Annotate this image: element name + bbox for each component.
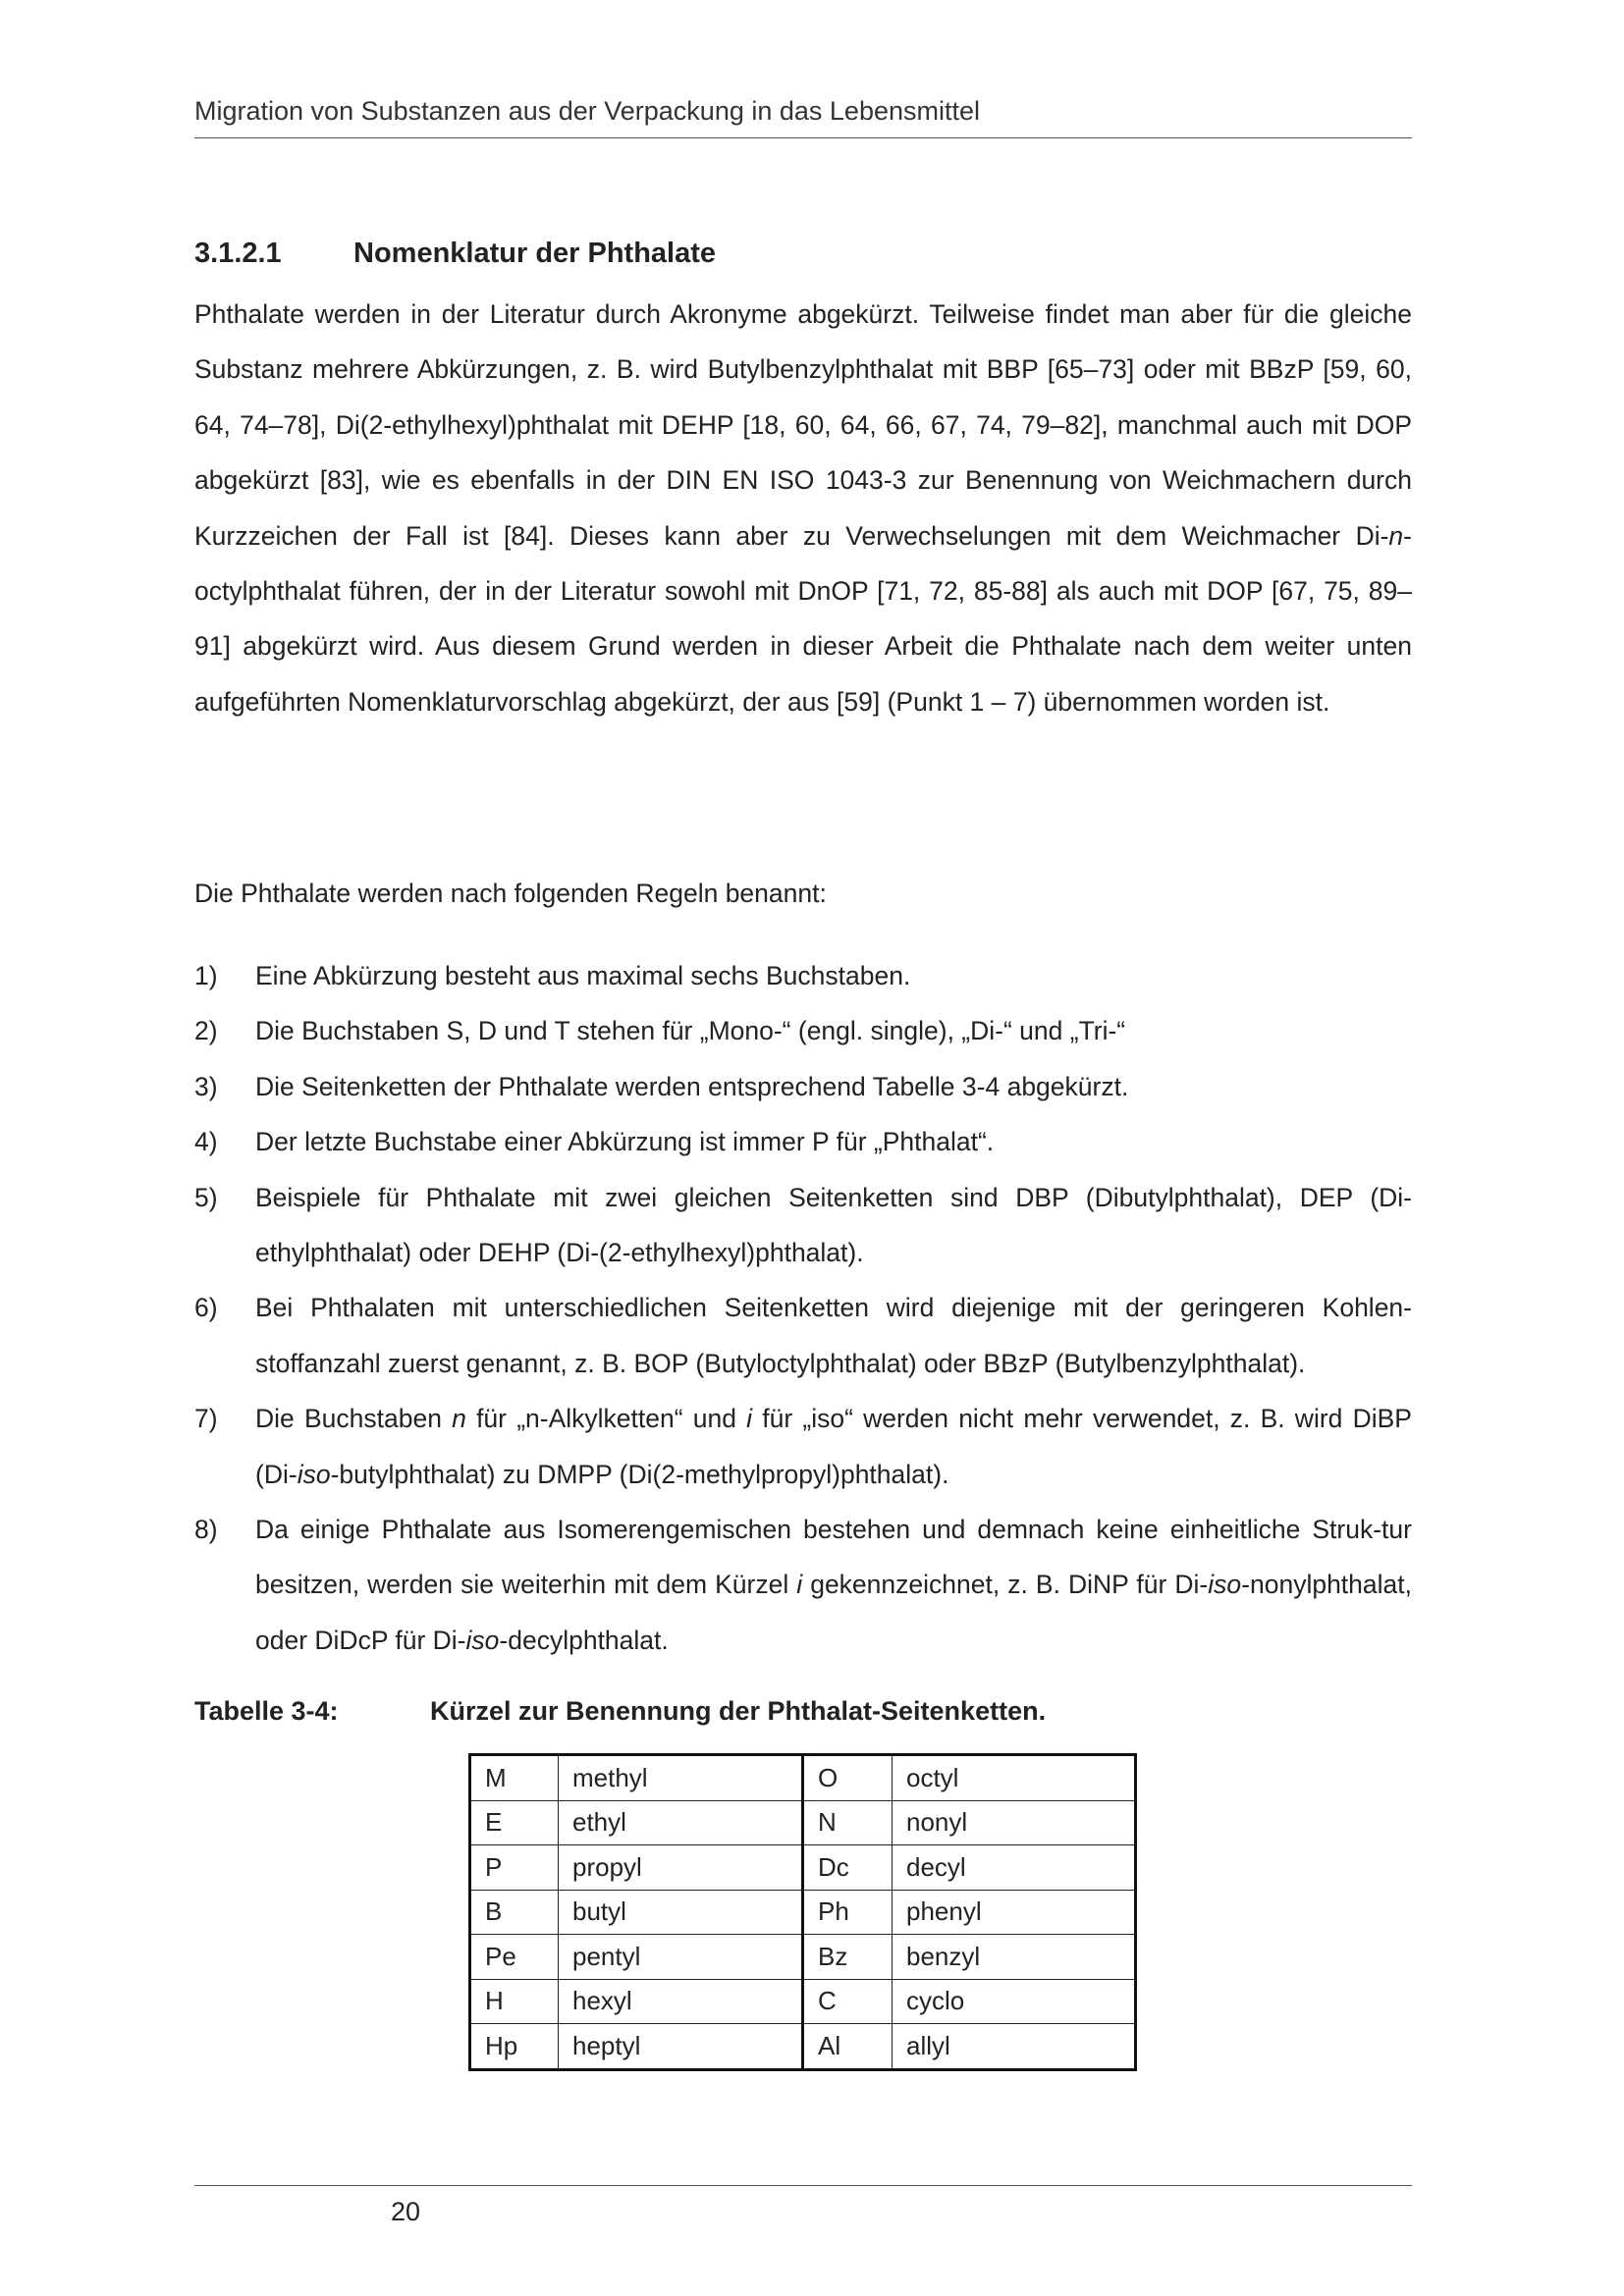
table-row (470, 2024, 1136, 2070)
rules-list (194, 948, 1412, 1668)
table-cell: cyclo (893, 1979, 1136, 2024)
italic-run: iso (1208, 1570, 1242, 1600)
table-cell: propyl (559, 1845, 803, 1891)
table-cell: pentyl (559, 1935, 803, 1980)
table-row (470, 1890, 1136, 1935)
table-cell: methyl (559, 1755, 803, 1801)
table-cell: B (470, 1890, 559, 1935)
table-cell: ethyl (559, 1800, 803, 1845)
page-number: 20 (391, 2197, 421, 2226)
list-number: 7) (194, 1404, 218, 1434)
list-number: 8) (194, 1515, 218, 1545)
list-number: 2) (194, 1016, 218, 1046)
header-rule (194, 137, 1412, 138)
table-cell: O (803, 1755, 893, 1801)
table-cell: N (803, 1800, 893, 1845)
table-caption-title: Kürzel zur Benennung der Phthalat-Seitenketten. (430, 1696, 1047, 1726)
text-run: für „iso“ werden nicht mehr verwendet, z. B. wird DiBP (Di- (255, 1404, 1412, 1489)
table-row (470, 1935, 1136, 1980)
table-cell: nonyl (893, 1800, 1136, 1845)
list-number: 3) (194, 1071, 218, 1101)
list-item (194, 1502, 1412, 1668)
list-item (194, 1003, 1412, 1058)
table-cell: H (470, 1979, 559, 2024)
text-run: Da einige Phthalate aus Isomerengemischen bestehen und demnach keine einheitliche Struk-tur besitzen, werden sie weiterhin mit dem Kürzel (255, 1515, 1412, 1600)
table-cell: phenyl (893, 1890, 1136, 1935)
paragraph-italic-n: n (1388, 520, 1404, 551)
list-text (255, 1391, 1412, 1502)
table-row (470, 1755, 1136, 1801)
section-title: Nomenklatur der Phthalate (353, 238, 717, 269)
table-cell: benzyl (893, 1935, 1136, 1980)
table-cell: Dc (803, 1845, 893, 1891)
table-caption (194, 1696, 1046, 1727)
table-row (470, 1800, 1136, 1845)
table-cell: C (803, 1979, 893, 2024)
table-cell: Hp (470, 2024, 559, 2070)
text-run: -decylphthalat. (499, 1625, 669, 1655)
list-item (194, 1059, 1412, 1114)
list-text: Eine Abkürzung besteht aus maximal sechs Buchstaben. (255, 961, 911, 990)
running-header: Migration von Substanzen aus der Verpackung in das Lebensmittel (194, 96, 980, 126)
table-cell: allyl (893, 2024, 1136, 2070)
table-cell: octyl (893, 1755, 1136, 1801)
list-text (255, 1502, 1412, 1668)
list-item (194, 1280, 1412, 1391)
body-paragraph (194, 287, 1412, 729)
italic-run: iso (297, 1459, 331, 1489)
table-cell: Ph (803, 1890, 893, 1935)
list-number: 5) (194, 1182, 218, 1212)
footer-rule (194, 2185, 1412, 2186)
italic-run: n (452, 1404, 466, 1434)
list-text: Bei Phthalaten mit unterschiedlichen Seitenketten wird diejenige mit der geringeren Kohlen-stoffanzahl zuerst genannt, z. B. BOP (Butyloctylphthalat) oder BBzP (Butylbenzylphthalat). (255, 1293, 1412, 1378)
text-run: -butylphthalat) zu DMPP (Di(2-methylpropyl)phthalat). (330, 1459, 949, 1489)
list-item (194, 1170, 1412, 1281)
text-run: für „n-Alkylketten“ und (465, 1404, 747, 1434)
list-item (194, 1391, 1412, 1502)
list-item (194, 1114, 1412, 1169)
table-caption-label: Tabelle 3-4: (194, 1696, 339, 1726)
table-cell: decyl (893, 1845, 1136, 1891)
paragraph-text-2: -octylphthalat führen, der in der Literatur sowohl mit DnOP [71, 72, 85-88] als auch mit DOP [67, 75, 89–91] abgekürzt wird. Aus diesem Grund werden in dieser Arbeit die Phthalate nach dem weiter unten aufgeführten Nomenklaturvorschlag abgekürzt, der aus [59] (Punkt 1 – 7) übernommen worden ist. (194, 520, 1412, 717)
list-text: Beispiele für Phthalate mit zwei gleichen Seitenketten sind DBP (Dibutylphthalat), DEP (Di-ethylphthalat) oder DEHP (Di-(2-ethylhexyl)phthalat). (255, 1182, 1412, 1268)
section-number: 3.1.2.1 (194, 238, 282, 269)
section-heading (194, 238, 716, 270)
text-run: Die Buchstaben (255, 1404, 453, 1434)
paragraph-text-1: Phthalate werden in der Literatur durch Akronyme abgekürzt. Teilweise findet man aber für die gleiche Substanz mehrere Abkürzungen, z. B. wird Butylbenzylphthalat mit BBP [65–73] oder mit BBzP [59, 60, 64, 74–78], Di(2-ethylhexyl)phthalat mit DEHP [18, 60, 64, 66, 67, 74, 79–82], manchmal auch mit DOP abgekürzt [83], wie es ebenfalls in der DIN EN ISO 1043-3 zur Benennung von Weichmachern durch Kurzzeichen der Fall ist [84]. Dieses kann aber zu Verwechselungen mit dem Weichmacher Di- (194, 299, 1412, 551)
table-cell: P (470, 1845, 559, 1891)
text-run: gekennzeichnet, z. B. DiNP für Di- (802, 1570, 1209, 1600)
text-run: -nonylphthalat, oder DiDcP für Di- (255, 1570, 1412, 1655)
table-cell: Bz (803, 1935, 893, 1980)
table-row (470, 1979, 1136, 2024)
list-item (194, 948, 1412, 1003)
table-cell: butyl (559, 1890, 803, 1935)
list-number: 4) (194, 1127, 218, 1157)
italic-run: i (746, 1404, 753, 1434)
italic-run: i (796, 1570, 803, 1600)
side-chain-table (468, 1753, 1137, 2071)
table-cell: Al (803, 2024, 893, 2070)
list-number: 1) (194, 961, 218, 990)
table-cell: E (470, 1800, 559, 1845)
list-text: Die Buchstaben S, D und T stehen für „Mono-“ (engl. single), „Di-“ und „Tri-“ (255, 1016, 1126, 1046)
rules-intro: Die Phthalate werden nach folgenden Regeln benannt: (194, 879, 827, 908)
table-row (470, 1845, 1136, 1891)
table-cell: M (470, 1755, 559, 1801)
list-text: Die Seitenketten der Phthalate werden entsprechend Tabelle 3-4 abgekürzt. (255, 1071, 1129, 1101)
list-number: 6) (194, 1293, 218, 1323)
table-cell: hexyl (559, 1979, 803, 2024)
italic-run: iso (465, 1625, 500, 1655)
table-cell: heptyl (559, 2024, 803, 2070)
list-text: Der letzte Buchstabe einer Abkürzung ist immer P für „Phthalat“. (255, 1127, 995, 1157)
table-cell: Pe (470, 1935, 559, 1980)
